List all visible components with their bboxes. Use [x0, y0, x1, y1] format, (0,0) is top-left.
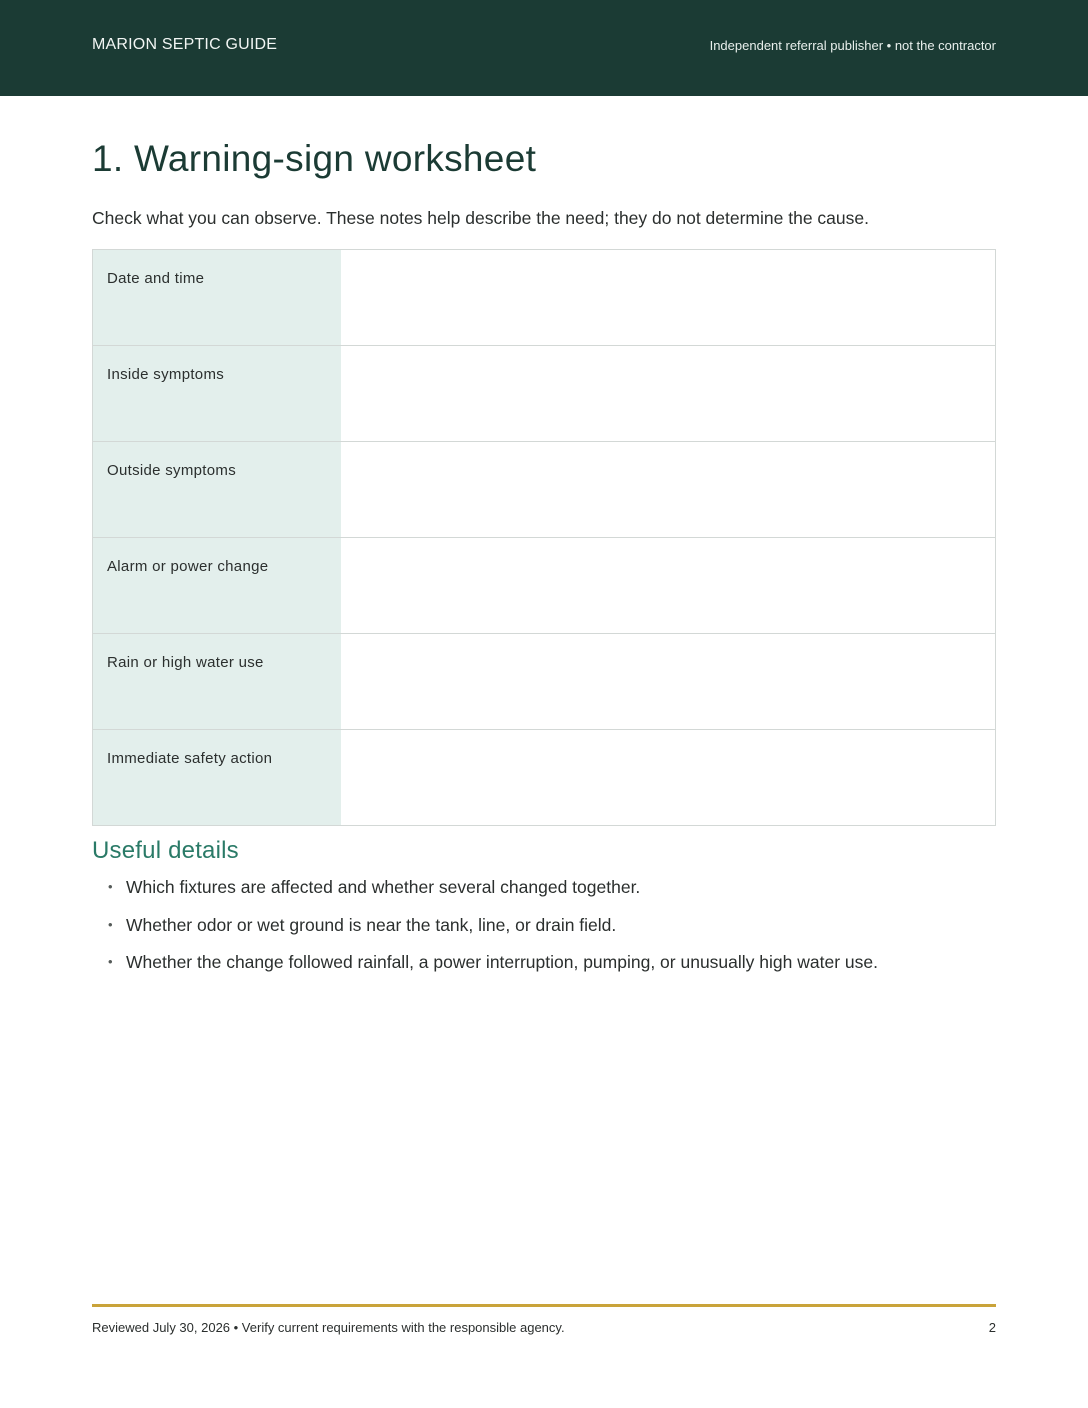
- worksheet-row-inside-symptoms: [93, 346, 996, 442]
- worksheet-row-rain-water-use: [93, 634, 996, 730]
- row-label-outside-symptoms: Outside symptoms: [93, 442, 341, 538]
- page-header: [0, 0, 1088, 96]
- list-item: [108, 876, 878, 914]
- publisher-tagline: Independent referral publisher • not the contractor: [709, 38, 996, 53]
- intro-text: Check what you can observe. These notes help describe the need; they do not determine the cause.: [92, 208, 869, 228]
- worksheet-row-outside-symptoms: [93, 442, 996, 538]
- footer-note: Reviewed July 30, 2026 • Verify current requirements with the responsible agency.: [92, 1320, 565, 1335]
- list-item-text: Whether the change followed rainfall, a power interruption, pumping, or unusually high water use.: [126, 952, 878, 972]
- page-title: 1. Warning-sign worksheet: [92, 138, 537, 179]
- bullet-icon: •: [108, 954, 113, 969]
- worksheet-row-date-time: [93, 250, 996, 346]
- list-item-text: Which fixtures are affected and whether several changed together.: [126, 877, 641, 897]
- row-label-rain-water-use: Rain or high water use: [93, 634, 341, 730]
- footer-divider: [92, 1304, 996, 1307]
- list-item-text: Whether odor or wet ground is near the tank, line, or drain field.: [126, 914, 617, 935]
- useful-details-heading: Useful details: [92, 837, 239, 864]
- entry-field-date-time[interactable]: [341, 250, 996, 346]
- bullet-icon: •: [108, 879, 113, 894]
- row-label-inside-symptoms: Inside symptoms: [93, 346, 341, 442]
- worksheet-row-alarm-power: [93, 538, 996, 634]
- warning-sign-worksheet: [92, 249, 996, 826]
- list-item: [108, 951, 878, 989]
- brand-name: MARION SEPTIC GUIDE: [92, 36, 278, 53]
- entry-field-outside-symptoms[interactable]: [341, 442, 996, 538]
- row-label-date-time: Date and time: [93, 250, 341, 346]
- bullet-icon: •: [108, 916, 113, 932]
- page-number: 2: [988, 1320, 996, 1335]
- list-item: [108, 914, 878, 952]
- entry-field-rain-water-use[interactable]: [341, 634, 996, 730]
- entry-field-safety-action[interactable]: [341, 730, 996, 826]
- row-label-safety-action: Immediate safety action: [93, 730, 341, 826]
- useful-details-list: [108, 876, 878, 989]
- worksheet-row-safety-action: [93, 730, 996, 826]
- entry-field-alarm-power[interactable]: [341, 538, 996, 634]
- entry-field-inside-symptoms[interactable]: [341, 346, 996, 442]
- row-label-alarm-power: Alarm or power change: [93, 538, 341, 634]
